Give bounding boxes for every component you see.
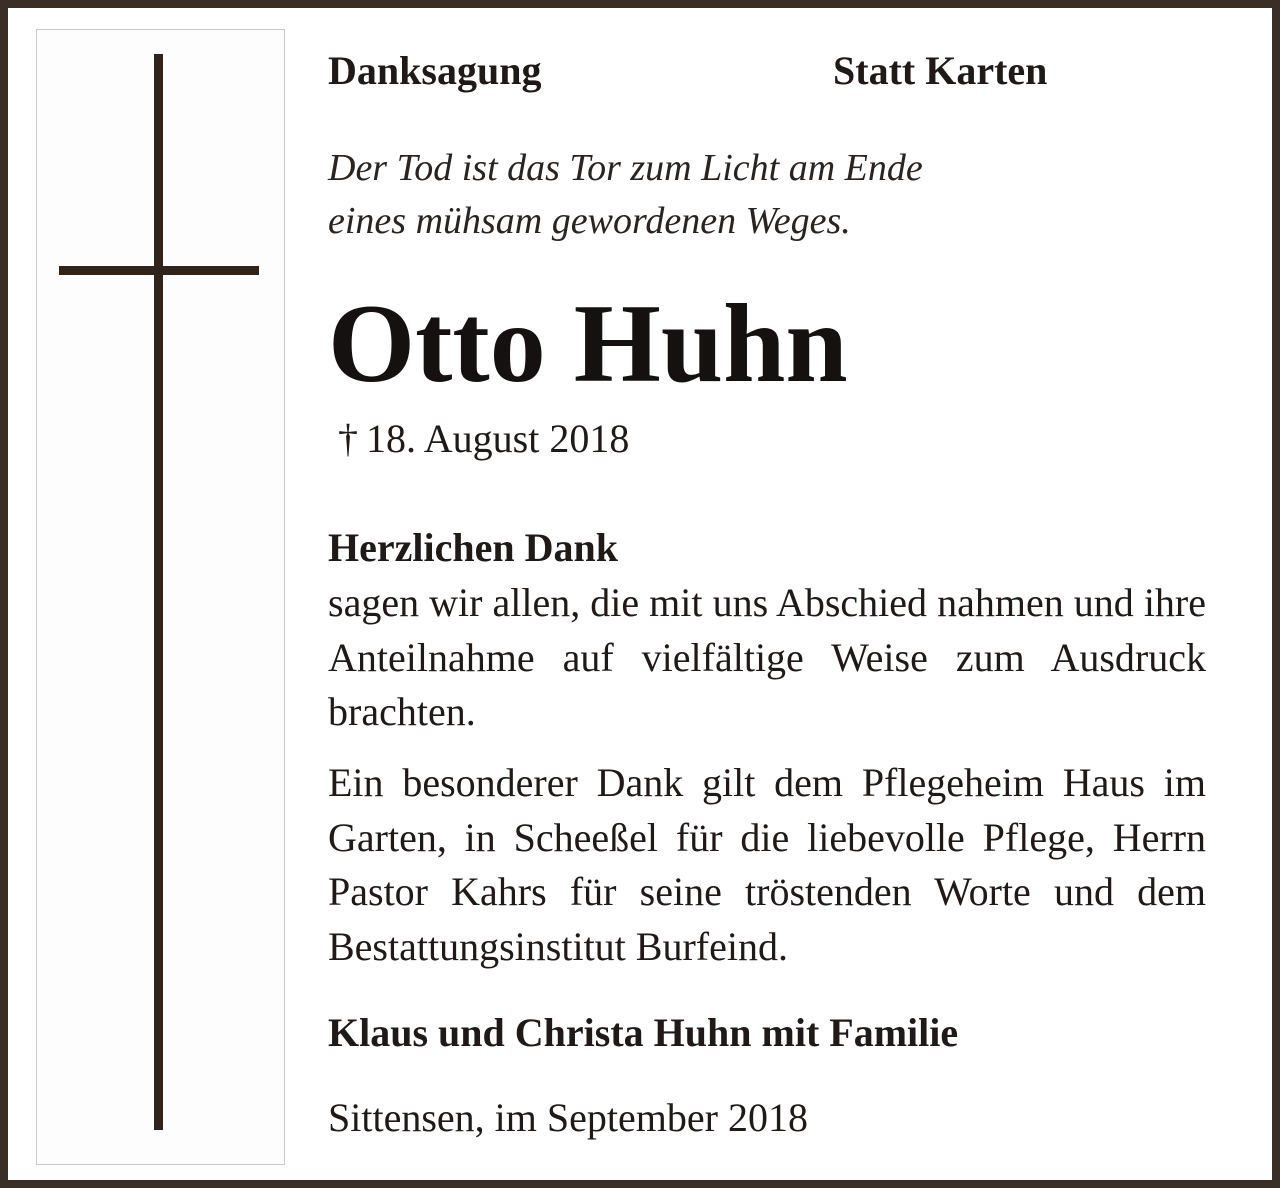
- signature: Klaus und Christa Huhn mit Familie: [328, 1010, 959, 1055]
- cross-panel: [36, 29, 285, 1165]
- cross-icon-vertical-bar: [154, 54, 163, 1130]
- deceased-name: Otto Huhn: [328, 282, 848, 406]
- header-statt-karten: Statt Karten: [833, 48, 1048, 93]
- thanks-paragraph-2: Ein besonderer Dank gilt dem Pflegeheim Haus im Garten, in Scheeßel für die liebevolle Pflege, Herrn Pastor Kahrs für seine tröstenden Worte und dem Bestattungsinstitut Burfeind.: [328, 760, 1206, 969]
- death-date: 18. August 2018: [366, 416, 630, 461]
- death-date-line: [338, 415, 629, 463]
- motto-line-2: eines mühsam gewordenen Weges.: [328, 200, 851, 242]
- obituary-card: [8, 8, 1272, 1180]
- thanks-title: Herzlichen Dank: [328, 525, 618, 570]
- motto-line-1: Der Tod ist das Tor zum Licht am Ende: [328, 147, 923, 189]
- header-danksagung: Danksagung: [328, 48, 542, 93]
- place-date: Sittensen, im September 2018: [328, 1095, 808, 1140]
- cross-icon-horizontal-bar: [59, 266, 259, 275]
- dagger-icon: †: [338, 416, 358, 461]
- thanks-paragraph-1: sagen wir allen, die mit uns Abschied nahmen und ihre Anteilnahme auf vielfältige Weise zum Ausdruck brachten.: [328, 580, 1206, 734]
- motto-quote: [328, 142, 923, 248]
